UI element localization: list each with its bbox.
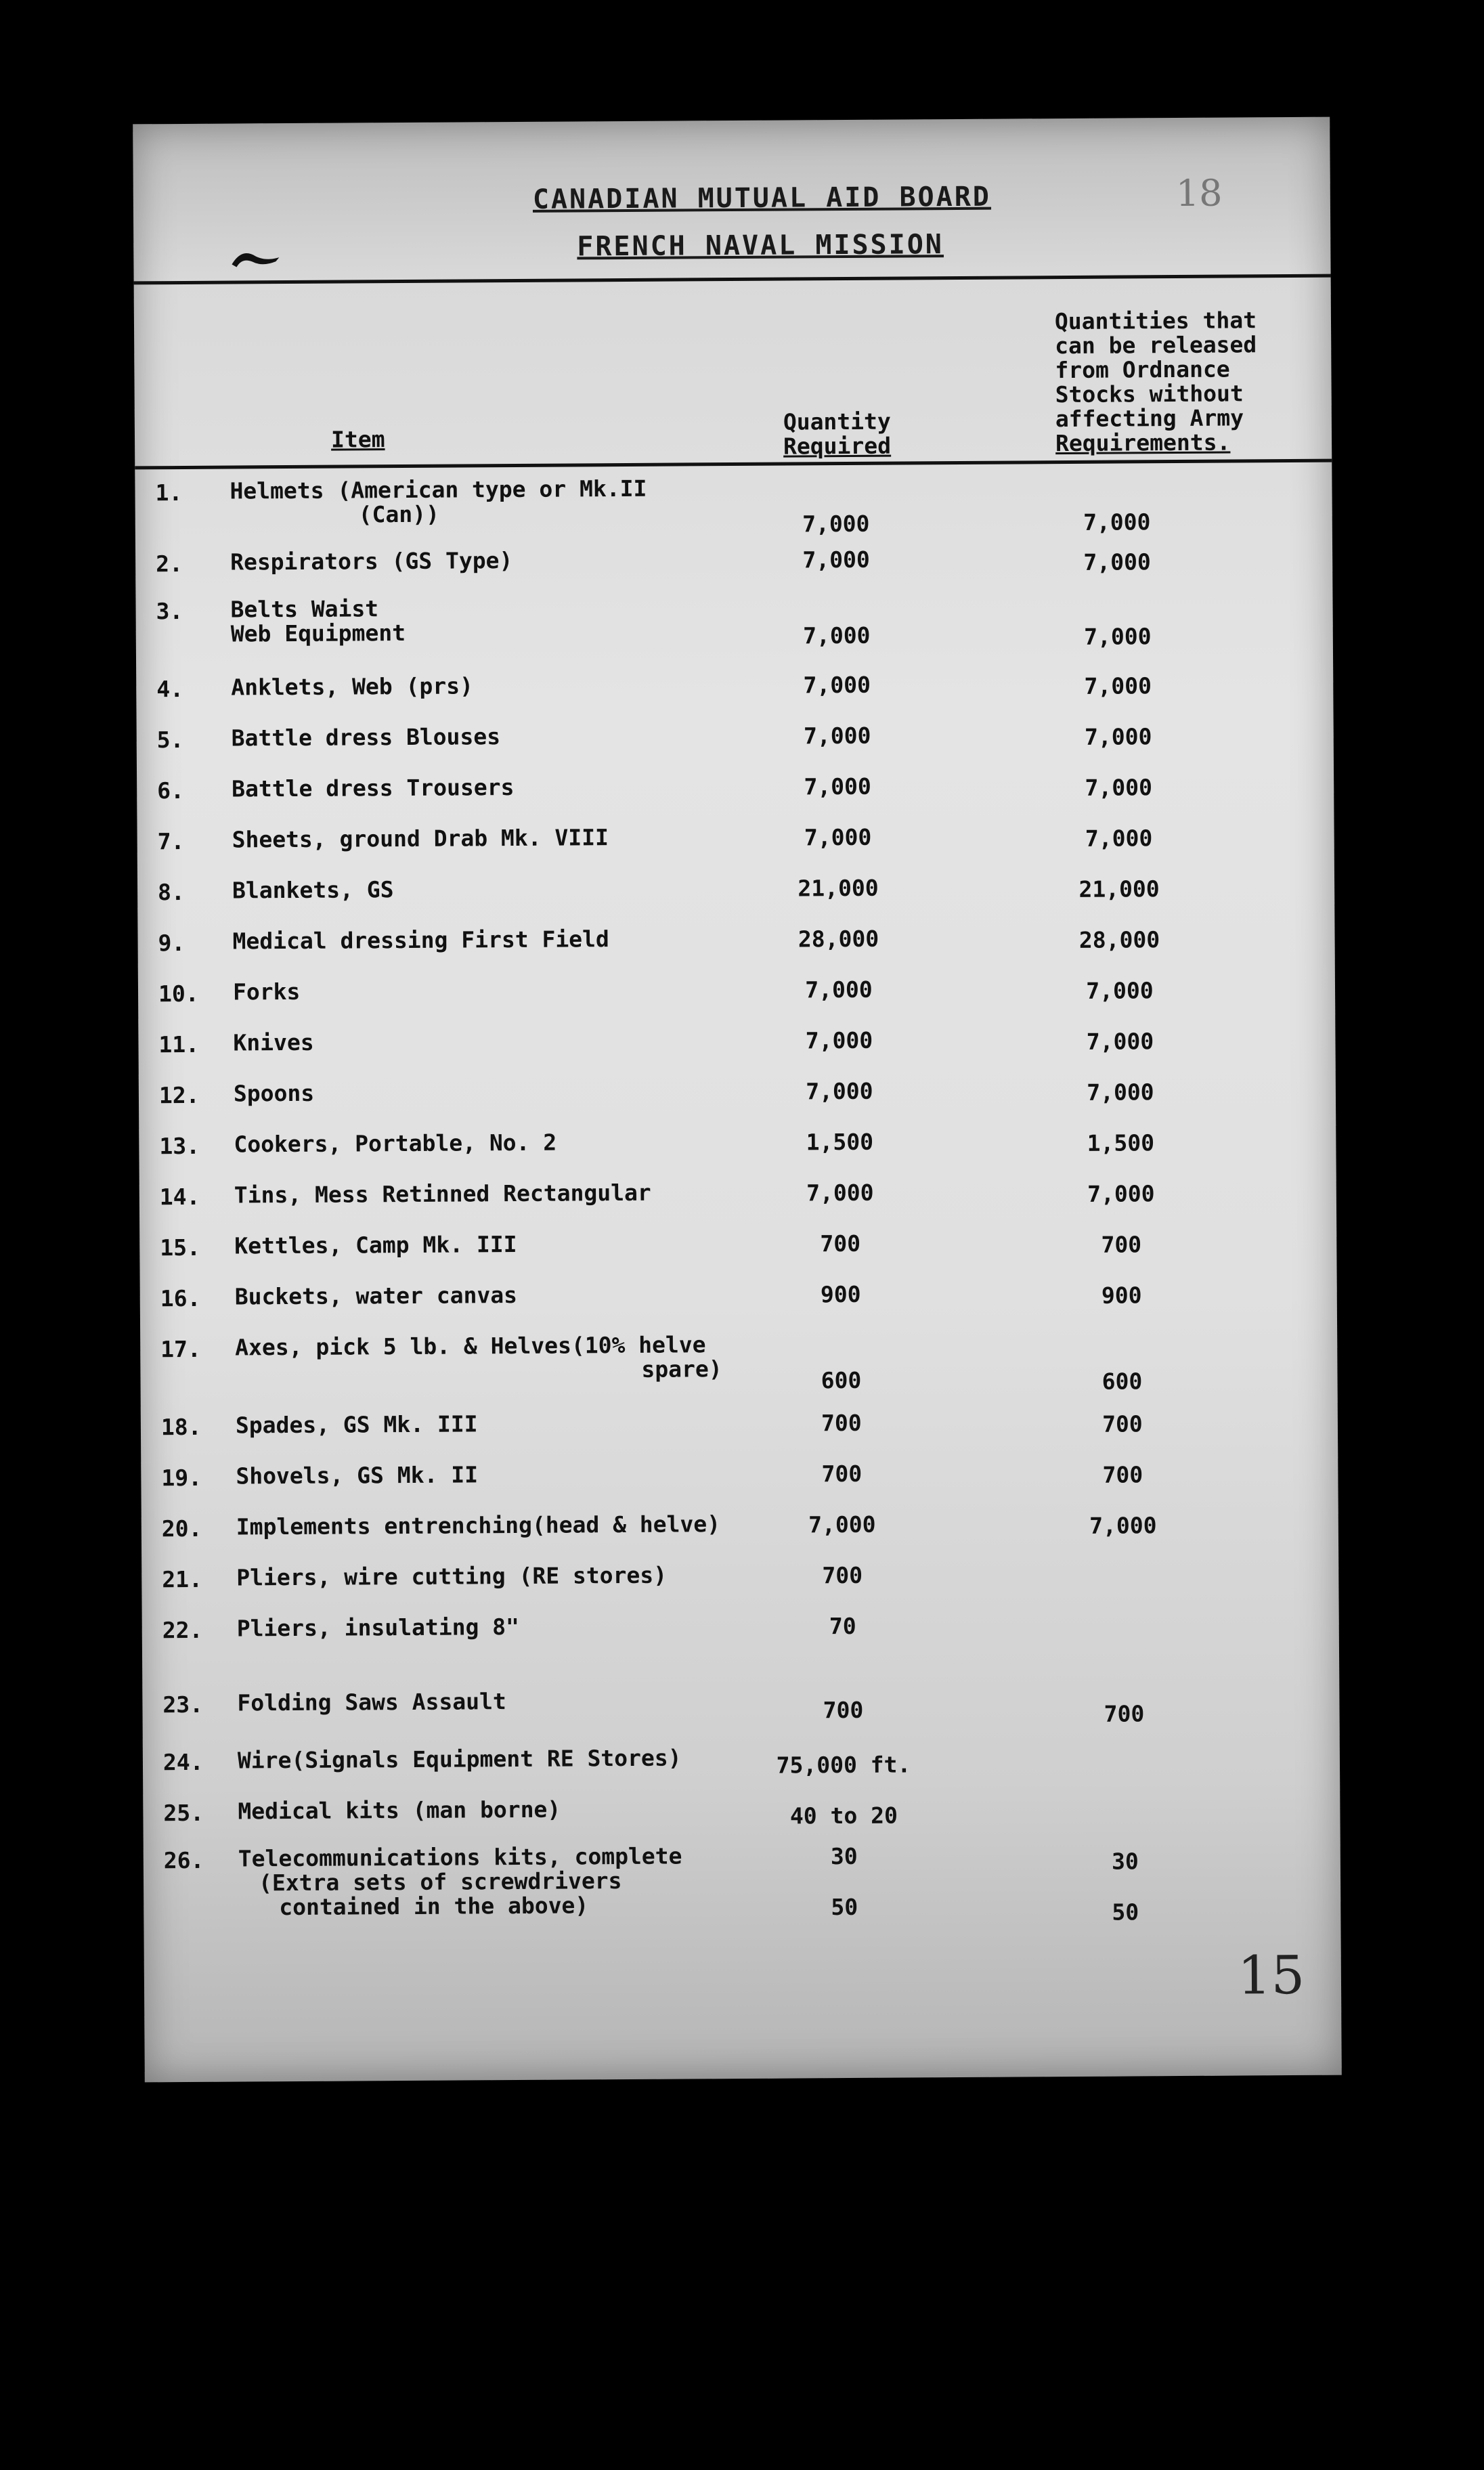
ink-mark-icon xyxy=(228,244,282,271)
row-number: 18. xyxy=(160,1413,202,1441)
table-row xyxy=(142,1610,1339,1644)
row-released: 30 50 xyxy=(1111,1848,1139,1926)
table-row xyxy=(140,1278,1337,1312)
table-row xyxy=(143,1742,1340,1779)
header-rule xyxy=(134,274,1331,285)
row-number: 10. xyxy=(158,980,199,1008)
table-row xyxy=(141,1509,1338,1542)
row-number: 23. xyxy=(162,1691,204,1718)
row-number: 2. xyxy=(156,550,183,578)
row-released: 700 xyxy=(1102,1461,1143,1488)
row-item: Buckets, water canvas xyxy=(234,1281,518,1310)
row-number: 17. xyxy=(160,1335,201,1363)
row-item: Pliers, wire cutting (RE stores) xyxy=(236,1561,668,1591)
row-released xyxy=(1056,1613,1192,1614)
row-quantity: 7,000 xyxy=(806,1077,873,1105)
row-quantity: 7,000 xyxy=(806,1179,874,1207)
row-number: 7. xyxy=(157,827,185,855)
table-row xyxy=(135,544,1332,578)
row-number: 12. xyxy=(158,1081,200,1109)
row-released: 7,000 xyxy=(1084,723,1152,750)
row-number: 1. xyxy=(155,479,183,506)
row-number: 4. xyxy=(156,675,184,703)
row-quantity: 1,500 xyxy=(806,1128,874,1156)
row-quantity: 700 xyxy=(821,1460,863,1488)
table-row xyxy=(137,821,1334,855)
row-item: Forks xyxy=(232,978,301,1005)
row-quantity: 700 xyxy=(823,1696,864,1724)
row-item: Cookers, Portable, No. 2 xyxy=(234,1129,557,1158)
row-number: 25. xyxy=(163,1799,204,1827)
column-header-item: Item xyxy=(330,426,385,453)
row-released: 7,000 xyxy=(1089,1512,1157,1539)
row-released: 7,000 xyxy=(1086,1028,1154,1055)
table-row xyxy=(137,771,1334,804)
row-released: 1,500 xyxy=(1087,1129,1155,1156)
row-number: 20. xyxy=(161,1515,202,1542)
table-row xyxy=(136,669,1333,703)
row-item: Wire(Signals Equipment RE Stores) xyxy=(237,1744,682,1774)
table-row xyxy=(141,1458,1338,1492)
row-item: Pliers, insulating 8" xyxy=(236,1613,520,1642)
row-item: Spades, GS Mk. III xyxy=(235,1410,478,1439)
row-item: Belts Waist Web Equipment xyxy=(230,595,406,647)
margin-note: 18 xyxy=(1175,171,1223,215)
row-quantity: 900 xyxy=(820,1280,861,1308)
table-row xyxy=(137,872,1334,906)
row-item: Sheets, ground Drab Mk. VIII xyxy=(232,824,609,853)
document-subtitle: FRENCH NAVAL MISSION xyxy=(577,229,944,263)
row-quantity: 700 xyxy=(822,1561,863,1589)
table-row xyxy=(139,1075,1336,1109)
row-item: Medical kits (man borne) xyxy=(238,1796,561,1825)
row-item: Telecommunications kits, complete (Extra sets of screwdrivers contained in the above) xyxy=(238,1842,682,1921)
row-quantity: 700 xyxy=(821,1409,862,1437)
table-row xyxy=(135,591,1332,650)
column-header-rule xyxy=(135,459,1332,470)
row-released: 700 xyxy=(1104,1700,1145,1727)
row-quantity: 7,000 xyxy=(803,722,871,750)
table-row xyxy=(143,1793,1340,1829)
row-quantity: 600 xyxy=(821,1366,862,1394)
column-header-released: Quantities that can be released from Ordnance Stocks without affecting Army Requirements. xyxy=(1054,307,1257,457)
row-released: 7,000 xyxy=(1083,508,1151,536)
row-item: Tins, Mess Retinned Rectangular xyxy=(234,1179,651,1209)
row-number: 11. xyxy=(158,1031,200,1058)
row-released: 700 xyxy=(1102,1410,1143,1437)
row-number: 6. xyxy=(157,777,185,804)
row-item: Medical dressing First Field xyxy=(232,926,609,955)
row-quantity: 700 xyxy=(820,1230,861,1257)
row-number: 13. xyxy=(159,1132,200,1160)
row-quantity: 7,000 xyxy=(805,976,873,1003)
row-number: 19. xyxy=(161,1464,202,1492)
table-row xyxy=(144,1840,1340,1926)
row-number: 26. xyxy=(163,1846,204,1874)
row-released: 7,000 xyxy=(1087,1180,1155,1207)
row-number: 15. xyxy=(160,1234,201,1261)
document-title: CANADIAN MUTUAL AID BOARD xyxy=(532,181,992,215)
column-header-quantity: Quantity Required xyxy=(783,408,892,460)
row-quantity: 70 xyxy=(829,1612,856,1640)
page-number: 15 xyxy=(1237,1945,1305,2007)
row-item: Anklets, Web (prs) xyxy=(231,672,474,701)
row-quantity: 7,000 xyxy=(802,510,870,538)
row-item: Spoons xyxy=(233,1079,315,1107)
table-row xyxy=(139,1228,1336,1261)
row-quantity: 7,000 xyxy=(804,773,871,800)
row-item: Knives xyxy=(233,1028,314,1056)
row-item: Blankets, GS xyxy=(232,876,394,904)
row-released: 21,000 xyxy=(1078,875,1160,903)
row-number: 21. xyxy=(162,1565,203,1593)
row-number: 9. xyxy=(158,929,186,957)
row-number: 22. xyxy=(162,1616,203,1644)
row-quantity: 21,000 xyxy=(798,874,879,902)
row-number: 14. xyxy=(159,1183,200,1211)
row-quantity: 40 to 20 xyxy=(789,1802,898,1829)
row-number: 3. xyxy=(156,597,183,625)
row-item: Shovels, GS Mk. II xyxy=(236,1461,479,1490)
table-row xyxy=(139,1126,1336,1160)
row-released: 7,000 xyxy=(1084,672,1152,699)
row-item: Battle dress Blouses xyxy=(231,723,501,752)
table-row xyxy=(140,1329,1337,1395)
table-row xyxy=(138,974,1335,1008)
table-row xyxy=(137,720,1334,754)
row-quantity: 7,000 xyxy=(803,622,871,649)
row-item: Respirators (GS Type) xyxy=(230,547,513,576)
row-quantity: 7,000 xyxy=(802,546,870,573)
row-item: Helmets (American type or Mk.II (Can)) xyxy=(230,475,647,528)
table-row xyxy=(135,473,1332,538)
table-row xyxy=(141,1559,1338,1593)
table-row xyxy=(142,1685,1339,1727)
row-quantity: 7,000 xyxy=(804,823,872,851)
row-quantity: 75,000 ft. xyxy=(776,1751,911,1779)
row-item: Kettles, Camp Mk. III xyxy=(234,1230,517,1259)
row-quantity: 7,000 xyxy=(803,671,871,699)
row-released: 7,000 xyxy=(1085,774,1152,801)
row-quantity: 7,000 xyxy=(808,1511,876,1538)
row-released: 7,000 xyxy=(1085,825,1153,852)
table-row xyxy=(139,1177,1336,1211)
row-released: 7,000 xyxy=(1086,977,1154,1004)
row-released: 28,000 xyxy=(1078,926,1160,953)
row-number: 24. xyxy=(162,1748,204,1776)
table-row xyxy=(137,923,1334,957)
row-released: 7,000 xyxy=(1087,1079,1154,1106)
row-released xyxy=(1057,1800,1192,1801)
row-number: 5. xyxy=(156,726,184,754)
table-row xyxy=(138,1024,1335,1058)
row-number: 8. xyxy=(157,878,185,906)
row-released: 700 xyxy=(1101,1231,1142,1258)
row-released: 7,000 xyxy=(1083,548,1151,576)
row-item: Folding Saws Assault xyxy=(237,1688,506,1716)
row-item: Axes, pick 5 lb. & Helves(10% helve spare) xyxy=(235,1331,722,1383)
table-row xyxy=(141,1407,1338,1441)
row-item: Implements entrenching(head & helve) xyxy=(236,1511,721,1540)
row-number: 16. xyxy=(160,1284,201,1312)
row-quantity: 30 50 xyxy=(830,1842,858,1921)
row-released: 900 xyxy=(1101,1282,1142,1309)
row-released: 600 xyxy=(1101,1368,1143,1395)
row-quantity: 7,000 xyxy=(805,1026,873,1054)
document-page xyxy=(133,117,1342,2083)
row-quantity: 28,000 xyxy=(798,925,879,953)
row-item: Battle dress Trousers xyxy=(232,774,515,802)
row-released: 7,000 xyxy=(1084,623,1152,650)
